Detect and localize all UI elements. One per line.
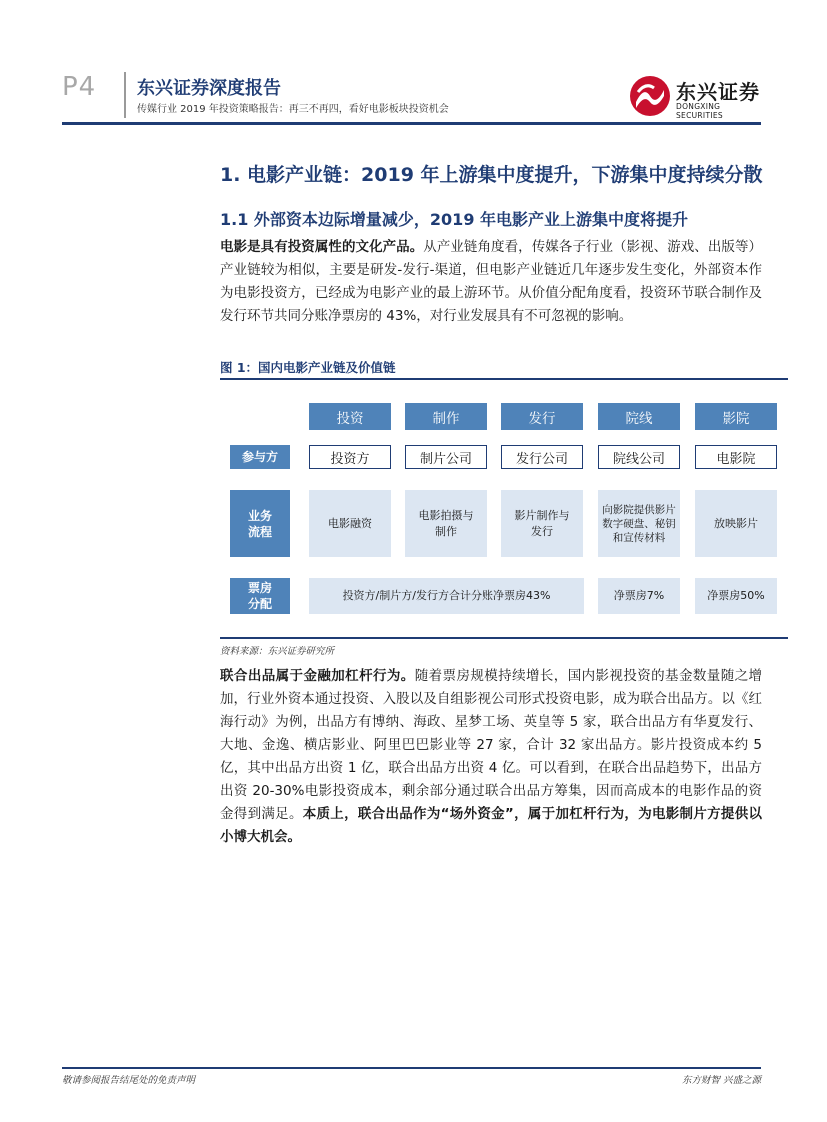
paragraph-co-production-lead: 联合出品属于金融加杠杆行为。 (220, 668, 415, 684)
paragraph-intro-body: 从产业链角度看，传媒各子行业（影视、游戏、出版等）产业链较为相似，主要是研发-发行-渠道，但电影产业链近几年逐步发生变化，外部资本作为电影投资方，已经成为电影产业的最上游环节。从价值分配角度看，投资环节联合制作及发行环节共同分账净票房的 43%，对行业发展具有不可忽视的影响。 (220, 239, 763, 324)
business-distribution: 影片制作与发行 (501, 490, 583, 557)
participant-producer: 制片公司 (405, 445, 487, 469)
box-office-share-chain: 净票房7% (598, 578, 680, 614)
business-shooting: 电影拍摄与制作 (405, 490, 487, 557)
paragraph-co-production (220, 665, 762, 849)
participant-cinema: 电影院 (695, 445, 777, 469)
paragraph-co-production-body: 随着票房规模持续增长，国内影视投资的基金数量随之增加，行业外资本通过投资、入股以及自组影视公司形式投资电影，成为联合出品方。以《红海行动》为例，出品方有博纳、海政、星梦工场、英皇等 5 家，联合出品方有华夏发行、大地、金逸、横店影业、阿里巴巴影业等 27 家，合计 32 家出品方。影片投资成本约 5 亿，其中出品方出资 1 亿，联合出品方出资 4 亿。可以看到，在联合出品趋势下，出品方出资 20-30%电影投资成本，剩余部分通过联合出品方筹集，因而高成本的电影作品的资金得到满足。 (220, 668, 763, 822)
figure-source: 资料来源：东兴证券研究所 (220, 646, 335, 657)
row-label-box-office-line2: 分配 (247, 597, 272, 611)
header-separator (124, 72, 126, 118)
paragraph-co-production-conclusion: 本质上，联合出品作为“场外资金”，属于加杠杆行为，为电影制片方提供以小博大机会。 (220, 806, 762, 845)
footer-disclaimer: 敬请参阅报告结尾处的免责声明 (62, 1075, 196, 1086)
row-label-business-line1: 业务 (247, 508, 272, 523)
report-brand: 东兴证券深度报告 (137, 78, 281, 99)
page-number: P4 (62, 72, 97, 102)
stage-header-chain: 院线 (598, 403, 680, 430)
logo-mark-icon (628, 74, 672, 118)
business-chain-supply: 向影院提供影片数字硬盘、秘钥和宣传材料 (598, 490, 680, 557)
figure-top-rule (220, 378, 788, 380)
row-label-box-office (230, 578, 290, 614)
stage-header-distribute: 发行 (501, 403, 583, 430)
paragraph-intro (220, 236, 762, 328)
report-subtitle: 传媒行业 2019 年投资策略报告：再三不再四，看好电影板块投资机会 (137, 104, 449, 115)
business-screening: 放映影片 (695, 490, 777, 557)
row-label-business (230, 490, 290, 557)
footer-rule (62, 1067, 761, 1069)
stage-header-cinema: 影院 (695, 403, 777, 430)
row-label-box-office-line1: 票房 (247, 581, 272, 595)
stage-header-invest: 投资 (309, 403, 391, 430)
participant-chain: 院线公司 (598, 445, 680, 469)
box-office-share-upstream: 投资方/制片方/发行方合计分账净票房43% (309, 578, 584, 614)
participant-investor: 投资方 (309, 445, 391, 469)
participant-distributor: 发行公司 (501, 445, 583, 469)
figure-title: 图 1：国内电影产业链及价值链 (220, 360, 396, 375)
footer-slogan: 东方财智 兴盛之源 (681, 1075, 761, 1086)
box-office-share-cinema: 净票房50% (695, 578, 777, 614)
section-heading: 1. 电影产业链：2019 年上游集中度提升，下游集中度持续分散 (220, 164, 763, 186)
company-logo (628, 72, 768, 120)
logo-text-cn: 东兴证券 (676, 80, 760, 104)
logo-text-en: DONGXING SECURITIES (676, 102, 723, 120)
row-label-participants: 参与方 (230, 445, 290, 469)
row-label-business-line2: 流程 (247, 524, 272, 539)
business-financing: 电影融资 (309, 490, 391, 557)
stage-header-produce: 制作 (405, 403, 487, 430)
figure-bottom-rule (220, 637, 788, 639)
subsection-heading: 1.1 外部资本边际增量减少，2019 年电影产业上游集中度将提升 (220, 210, 689, 229)
paragraph-intro-lead: 电影是具有投资属性的文化产品。 (220, 239, 424, 255)
header-rule (62, 122, 761, 125)
